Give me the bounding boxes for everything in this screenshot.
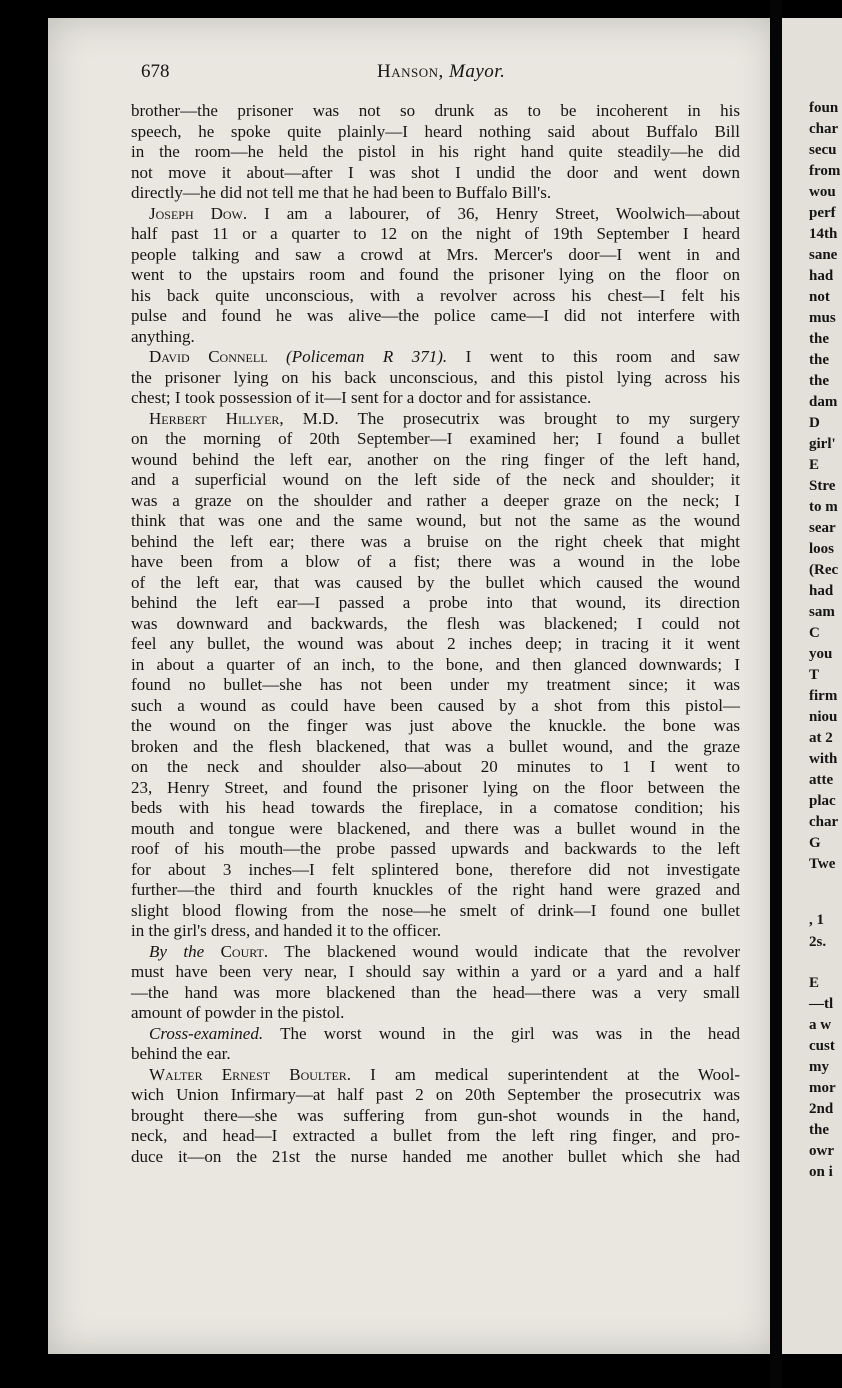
- line-text: wound behind the left ear, another on the ring finger of the left hand,: [131, 449, 740, 469]
- facing-page-fragment: D: [809, 415, 820, 431]
- line-text: broken and the flesh blackened, that was a bullet wound, and the graze: [131, 736, 740, 756]
- line-text: directly—he did not tell me that he had been to Buffalo Bill's.: [131, 183, 552, 202]
- facing-page-fragment: C: [809, 625, 820, 641]
- text-line: [131, 183, 740, 204]
- text-line: [131, 655, 740, 676]
- line-text: I am medical superintendent at the Wool-: [351, 1064, 740, 1084]
- line-text: went to the upstairs room and found the prisoner lying on the floor on: [131, 265, 740, 284]
- line-text: The blackened wound would indicate that the revolver: [268, 941, 741, 961]
- facing-page-fragment: dam: [809, 394, 838, 410]
- facing-page-fragment: mor: [809, 1080, 836, 1096]
- line-text: in the girl's dress, and handed it to the officer.: [131, 921, 442, 940]
- facing-page-fragment: char: [809, 814, 839, 830]
- text-line: [131, 245, 740, 266]
- line-text: mouth and tongue were blackened, and there was a bullet wound in the: [131, 818, 740, 838]
- text-line: [131, 470, 740, 491]
- text-line: [131, 634, 740, 655]
- facing-page-fragment: E: [809, 457, 820, 473]
- facing-page-fragment: from: [809, 163, 841, 179]
- text-line: [131, 880, 740, 901]
- line-text: was a graze on the shoulder and rather a deeper graze on the neck; I: [131, 490, 740, 510]
- text-line: [131, 798, 740, 819]
- text-line: [131, 696, 740, 717]
- speaker-name: Walter Ernest Boulter.: [149, 1064, 352, 1084]
- facing-page-fragment: on i: [809, 1164, 833, 1180]
- line-text: and a superficial wound on the left side of the neck and shoulder; it: [131, 470, 740, 489]
- text-line: [131, 491, 740, 512]
- facing-page-fragment: T: [809, 667, 820, 683]
- facing-page-fragment: wou: [809, 184, 836, 200]
- facing-page-edge: [782, 18, 842, 1354]
- facing-page-fragment: sear: [809, 520, 836, 536]
- line-text: for about 3 inches—I felt splintered bone, therefore did not investigate: [131, 859, 740, 879]
- text-line: [131, 552, 740, 573]
- text-line: [131, 983, 740, 1004]
- text-line: [131, 757, 740, 778]
- facing-page-fragment: firm: [809, 688, 838, 704]
- facing-page-fragment: at 2: [809, 730, 833, 746]
- facing-page-fragment: cust: [809, 1038, 835, 1054]
- text-line: [131, 737, 740, 758]
- facing-page-fragment: mus: [809, 310, 836, 326]
- facing-page-fragment: the: [809, 352, 829, 368]
- text-line: [131, 819, 740, 840]
- speaker-name: Court.: [220, 941, 269, 961]
- italic-text: (Policeman R 371).: [286, 347, 448, 366]
- text-line: [131, 614, 740, 635]
- facing-page-fragment: loos: [809, 541, 835, 557]
- text-line: [131, 1085, 740, 1106]
- line-text: wich Union Infirmary—at half past 2 on 20th September the prosecutrix was: [131, 1085, 740, 1104]
- page-number: 678: [141, 61, 170, 82]
- page-header: [141, 61, 741, 87]
- text-line: [131, 388, 740, 409]
- line-text: on the morning of 20th September—I examined her; I found a bullet: [131, 429, 740, 448]
- facing-page-fragment: my: [809, 1059, 829, 1075]
- line-text: I went to this room and saw: [447, 347, 740, 366]
- line-text: such a wound as could have been caused by a shot from this pistol—: [131, 695, 740, 715]
- facing-page-fragment: Stre: [809, 478, 836, 494]
- running-head-name: Hanson,: [377, 61, 444, 82]
- speaker-name: Joseph Dow.: [149, 203, 248, 223]
- text-line: [131, 573, 740, 594]
- line-text: The worst wound in the girl was was in the head: [263, 1023, 740, 1043]
- line-text: in about a quarter of an inch, to the bone, and then glanced downwards; I: [131, 654, 740, 674]
- line-text: neck, and head—I extracted a bullet from the left ring finger, and pro-: [131, 1126, 740, 1145]
- facing-page-fragment: the: [809, 373, 829, 389]
- text-line: [131, 1003, 740, 1024]
- facing-page-fragment: girl': [809, 436, 836, 452]
- text-line: [131, 101, 740, 122]
- text-line: [131, 204, 740, 225]
- facing-page-fragment: atte: [809, 772, 834, 788]
- text-line: [131, 1024, 740, 1045]
- line-text: chest; I took possession of it—I sent for a doctor and for assistance.: [131, 388, 592, 407]
- facing-page-fragment: plac: [809, 793, 836, 809]
- text-line: [131, 1106, 740, 1127]
- line-text: amount of powder in the pistol.: [131, 1003, 345, 1022]
- facing-page-fragment: had: [809, 268, 834, 284]
- line-text: brother—the prisoner was not so drunk as to be incoherent in his: [131, 101, 740, 120]
- text-line: [131, 450, 740, 471]
- line-text: 23, Henry Street, and found the prisoner lying on the floor between the: [131, 777, 740, 797]
- line-text: must have been very near, I should say within a yard or a yard and a half: [131, 962, 740, 981]
- facing-page-fragment: with: [809, 751, 838, 767]
- text-line: [131, 347, 740, 368]
- facing-page-fragment: 14th: [809, 226, 838, 242]
- line-text: of the left ear, that was caused by the bullet which caused the wound: [131, 572, 740, 592]
- line-text: I am a labourer, of 36, Henry Street, Woolwich—about: [247, 203, 740, 223]
- line-text: the prisoner lying on his back unconscious, and this pistol lying across his: [131, 367, 740, 387]
- facing-page-fragment: 2s.: [809, 934, 827, 950]
- facing-page-fragment: —tl: [809, 996, 834, 1012]
- line-text: M.D. The prosecutrix was brought to my surgery: [283, 408, 740, 428]
- italic-text: Cross-examined.: [149, 1023, 264, 1043]
- body-text: [131, 101, 740, 1167]
- text-line: [131, 921, 740, 942]
- text-line: [131, 368, 740, 389]
- text-line: [131, 860, 740, 881]
- line-text: have been from a blow of a fist; there was a wound in the lobe: [131, 552, 740, 571]
- facing-page-fragment: not: [809, 289, 830, 305]
- text-line: [131, 1126, 740, 1147]
- line-text: anything.: [131, 326, 195, 346]
- facing-page-fragment: G: [809, 835, 821, 851]
- facing-page-fragment: , 1: [809, 912, 824, 928]
- line-text: behind the ear.: [131, 1044, 231, 1063]
- line-text: people talking and saw a crowd at Mrs. Mercer's door—I went in and: [131, 244, 740, 264]
- text-line: [131, 593, 740, 614]
- text-line: [131, 675, 740, 696]
- text-line: [131, 429, 740, 450]
- line-text: roof of his mouth—the probe passed upwards and backwards to the left: [131, 839, 740, 858]
- text-line: [131, 1044, 740, 1065]
- facing-page-fragment: 2nd: [809, 1101, 834, 1117]
- line-text: duce it—on the 21st the nurse handed me another bullet which she had: [131, 1146, 740, 1166]
- line-text: was downward and backwards, the flesh was blackened; I could not: [131, 613, 740, 633]
- line-text: feel any bullet, the wound was about 2 inches deep; in tracing it it went: [131, 634, 740, 653]
- text-line: [131, 306, 740, 327]
- speaker-name: Herbert Hillyer,: [149, 408, 284, 428]
- line-text: on the neck and shoulder also—about 20 minutes to 1 I went to: [131, 757, 740, 776]
- line-text: found no bullet—she has not been under my treatment since; it was: [131, 675, 740, 694]
- text-line: [131, 901, 740, 922]
- text-line: [131, 839, 740, 860]
- line-text: half past 11 or a quarter to 12 on the night of 19th September I heard: [131, 224, 740, 243]
- text-line: [131, 532, 740, 553]
- line-text: beds with his head towards the fireplace, in a comatose condition; his: [131, 798, 740, 817]
- line-text: speech, he spoke quite plainly—I heard nothing said about Buffalo Bill: [131, 121, 740, 141]
- line-text: think that was one and the same wound, but not the same as the wound: [131, 511, 740, 530]
- text-line: [131, 1147, 740, 1168]
- facing-page-fragment: you: [809, 646, 833, 662]
- text-line: [131, 163, 740, 184]
- facing-page-fragment: secu: [809, 142, 837, 158]
- text-line: [131, 327, 740, 348]
- line-text: pulse and found he was alive—the police came—I did not interfere with: [131, 306, 740, 325]
- text-line: [131, 122, 740, 143]
- text-line: [131, 409, 740, 430]
- facing-page-fragment: niou: [809, 709, 838, 725]
- facing-page-fragment: a w: [809, 1017, 832, 1033]
- line-text: behind the left ear—I passed a probe into that wound, its direction: [131, 593, 740, 612]
- facing-page-fragment: to m: [809, 499, 838, 515]
- speaker-name: David Connell: [149, 347, 268, 366]
- line-text: not move it about—after I was shot I undid the door and went down: [131, 162, 740, 182]
- facing-page-fragment: (Rec: [809, 562, 839, 578]
- facing-page-fragment: Twe: [809, 856, 836, 872]
- facing-page-fragment: E: [809, 975, 820, 991]
- facing-page-fragment: the: [809, 331, 829, 347]
- facing-page-fragment: perf: [809, 205, 836, 221]
- facing-page-fragment: sane: [809, 247, 838, 263]
- line-text: further—the third and fourth knuckles of the right hand were grazed and: [131, 880, 740, 899]
- italic-text: By the: [149, 941, 205, 961]
- line-text: slight blood flowing from the nose—he smelt of drink—I found one bullet: [131, 900, 740, 920]
- text-line: [131, 942, 740, 963]
- line-text: —the hand was more blackened than the head—there was a very small: [131, 982, 740, 1002]
- facing-page-fragment: char: [809, 121, 839, 137]
- line-text: the wound on the finger was just above the knuckle. the bone was: [131, 716, 740, 735]
- text-line: [131, 265, 740, 286]
- text-line: [131, 286, 740, 307]
- line-text: brought there—she was suffering from gun-shot wounds in the hand,: [131, 1105, 740, 1125]
- running-head-title: Mayor.: [449, 61, 506, 82]
- text-line: [131, 1065, 740, 1086]
- line-text: behind the left ear; there was a bruise on the right cheek that might: [131, 531, 740, 551]
- facing-page-fragment: owr: [809, 1143, 834, 1159]
- line-text: in the room—he held the pistol in his right hand quite steadily—he did: [131, 142, 740, 161]
- text-line: [131, 142, 740, 163]
- facing-page-fragment: the: [809, 1122, 829, 1138]
- text-line: [131, 511, 740, 532]
- text-line: [131, 778, 740, 799]
- text-line: [131, 962, 740, 983]
- running-head: [377, 61, 505, 83]
- text-line: [131, 716, 740, 737]
- text-line: [131, 224, 740, 245]
- facing-page-fragment: sam: [809, 604, 835, 620]
- book-gutter: [770, 0, 782, 1388]
- facing-page-fragment: foun: [809, 100, 839, 116]
- facing-page-fragment: had: [809, 583, 834, 599]
- line-text: his back quite unconscious, with a revolver across his chest—I felt his: [131, 285, 740, 305]
